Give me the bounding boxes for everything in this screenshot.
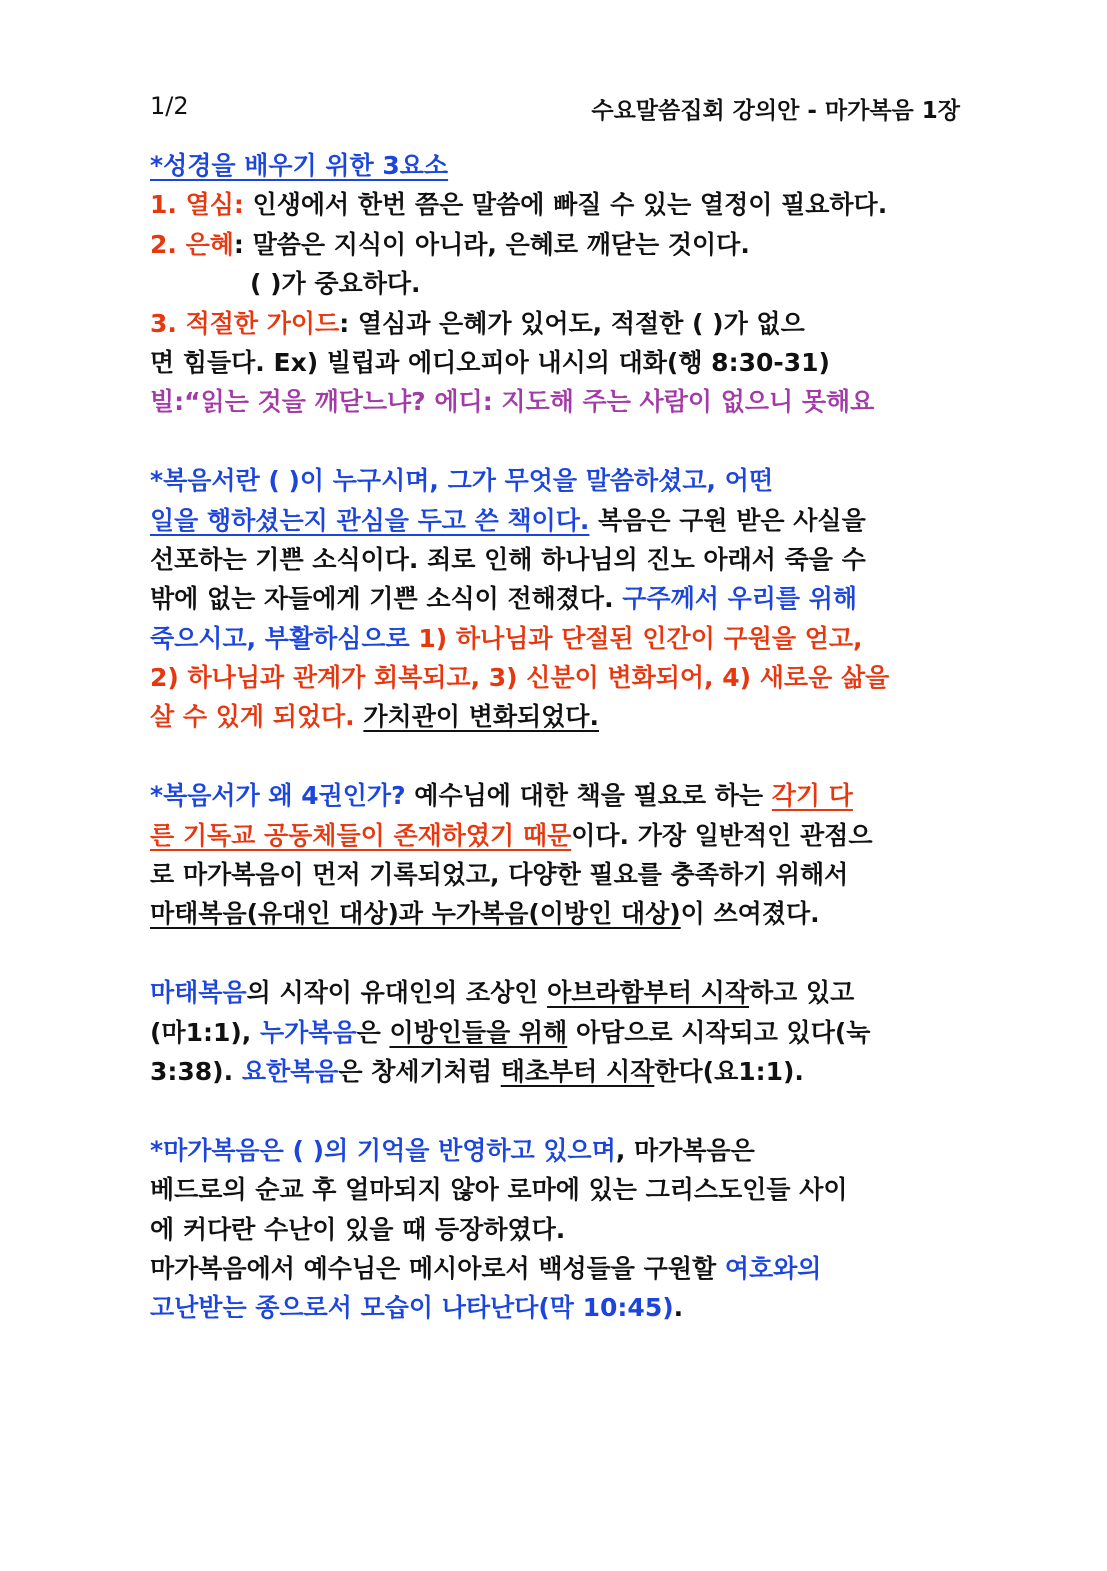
- section4-text: 하고 있고: [748, 978, 855, 1008]
- section4-text: 은 창세기처럼: [338, 1056, 501, 1086]
- section3-text: 로 마가복음이 먼저 기록되었고, 다양한 필요를 충족하기 위해서: [150, 860, 849, 890]
- gospel-matthew: 마태복음: [150, 978, 247, 1008]
- item3-label: 3. 적절한 가이드: [150, 308, 340, 338]
- section2-line4: [150, 579, 960, 618]
- mark-memory: *마가복음은 ( )의 기억을 반영하고 있으며: [150, 1135, 616, 1165]
- section3-underlined: 마태복음(유대인 대상)과 누가복음(이방인 대상): [150, 899, 681, 929]
- suffering-servant: 여호와의: [724, 1253, 822, 1283]
- section3-line4: [150, 894, 960, 933]
- section2-text: 선포하는 기쁜 소식이다. 죄로 인해 하나님의 진노 아래서 죽을 수: [150, 544, 866, 574]
- spacer: [150, 422, 960, 461]
- suffering-servant: 고난받는 종으로서 모습이 나타난다(막 10:45): [150, 1293, 674, 1323]
- section2-text: 복음은 구원 받은 사실을: [589, 505, 866, 535]
- section5-line2: [150, 1170, 960, 1209]
- section3-text: 이 쓰여졌다.: [680, 899, 820, 929]
- section4-text: 한다(요1:1).: [654, 1056, 804, 1086]
- item1-line: [150, 185, 960, 224]
- section4-text: 3:38).: [150, 1056, 242, 1086]
- section2-highlight: 구주께서 우리를 위해: [622, 584, 858, 614]
- section3-line3: [150, 855, 960, 894]
- section4-text: 아담으로 시작되고 있다(눅: [567, 1017, 871, 1047]
- section4-text: (마1:1),: [150, 1017, 260, 1047]
- section3-text: 이다. 가장 일반적인 관점으: [571, 820, 873, 850]
- section4-line3: [150, 1052, 960, 1091]
- item2-label: 2. 은혜: [150, 229, 234, 259]
- section2-highlight: 죽으시고, 부활하심으로: [150, 623, 419, 653]
- gospel-john: 요한복음: [241, 1056, 339, 1086]
- item2-text: : 말씀은 지식이 아니라, 은혜로 깨닫는 것이다.: [233, 229, 750, 259]
- section2-point: 1) 하나님과 단절된 인간이 구원을 얻고,: [418, 623, 863, 653]
- section4-underlined: 이방인들을 위해: [389, 1017, 568, 1047]
- section2-line7: [150, 697, 960, 736]
- section5-text: .: [673, 1293, 684, 1323]
- section4-line1: [150, 973, 960, 1012]
- section3-heading: *복음서가 왜 4권인가?: [150, 781, 406, 811]
- values-changed: 가치관이 변화되었다.: [363, 702, 599, 732]
- section5-text: 마가복음에서 예수님은 메시아로서 백성들을 구원할: [150, 1253, 725, 1283]
- gospel-definition-cont: 일을 행하셨는지 관심을 두고 쓴 책이다.: [150, 505, 590, 535]
- item3-text: : 열심과 은혜가 있어도, 적절한 ( )가 없으: [339, 308, 805, 338]
- gospel-luke: 누가복음: [260, 1017, 357, 1047]
- section4-underlined: 태초부터 시작: [500, 1056, 655, 1086]
- spacer: [150, 737, 960, 776]
- section2-line2: [150, 501, 960, 540]
- section2-point: 2) 하나님과 관계가 회복되고, 3) 신분이 변화되어, 4) 새로운 삶을: [150, 663, 890, 693]
- section2-line5: [150, 619, 960, 658]
- section2-text: 밖에 없는 자들에게 기쁜 소식이 전해졌다.: [150, 584, 623, 614]
- section5-line3: [150, 1210, 960, 1249]
- section5-text: 베드로의 순교 후 얼마되지 않아 로마에 있는 그리스도인들 사이: [150, 1175, 848, 1205]
- item3-cont: 면 힘들다. Ex) 빌립과 에디오피아 내시의 대화(행 8:30-31): [150, 347, 830, 377]
- item3-line: [150, 304, 960, 343]
- dialogue: 빌:“읽는 것을 깨닫느냐? 에디: 지도해 주는 사람이 없으니 못해요: [150, 387, 875, 417]
- section5-line4: [150, 1249, 960, 1288]
- section5-text: , 마가복음은: [615, 1135, 755, 1165]
- section3-line1: [150, 776, 960, 815]
- section2-line1: [150, 461, 960, 500]
- spacer: [150, 1091, 960, 1130]
- gospel-definition: *복음서란 ( )이 누구시며, 그가 무엇을 말씀하셨고, 어떤: [150, 466, 773, 496]
- section1-heading: *성경을 배우기 위한 3요소: [150, 151, 449, 180]
- section3-highlight: 른 기독교 공동체들이 존재하였기 때문: [150, 820, 572, 850]
- item3-cont-line: [150, 343, 960, 382]
- item1-label: 1. 열심:: [150, 190, 244, 220]
- section3-highlight: 각기 다: [771, 781, 853, 811]
- dialogue-line: [150, 382, 960, 421]
- section5-line1: [150, 1131, 960, 1170]
- section2-line6: [150, 658, 960, 697]
- section4-underlined: 아브라함부터 시작: [547, 978, 749, 1008]
- page-header: [150, 92, 960, 128]
- page-number: 1/2: [150, 92, 189, 120]
- section4-text: 의 시작이 유대인의 조상인: [246, 978, 548, 1008]
- section5-line5: [150, 1288, 960, 1327]
- section1-heading-line: [150, 146, 960, 185]
- section3-line2: [150, 816, 960, 855]
- section4-text: 은: [356, 1017, 390, 1047]
- section5-text: 에 커다란 수난이 있을 때 등장하였다.: [150, 1214, 566, 1244]
- section2-point: 살 수 있게 되었다.: [150, 702, 355, 732]
- document-body: [150, 146, 960, 1328]
- section2-line3: [150, 540, 960, 579]
- item1-text: 인생에서 한번 쯤은 말씀에 빠질 수 있는 열정이 필요하다.: [243, 190, 888, 220]
- item2-line: [150, 225, 960, 264]
- item2-blank-line: [150, 264, 960, 303]
- document-title: 수요말씀집회 강의안 - 마가복음 1장: [591, 98, 960, 124]
- spacer: [150, 934, 960, 973]
- section3-text: 예수님에 대한 책을 필요로 하는: [405, 781, 772, 811]
- item2-blank: ( )가 중요하다.: [250, 269, 421, 299]
- section4-line2: [150, 1013, 960, 1052]
